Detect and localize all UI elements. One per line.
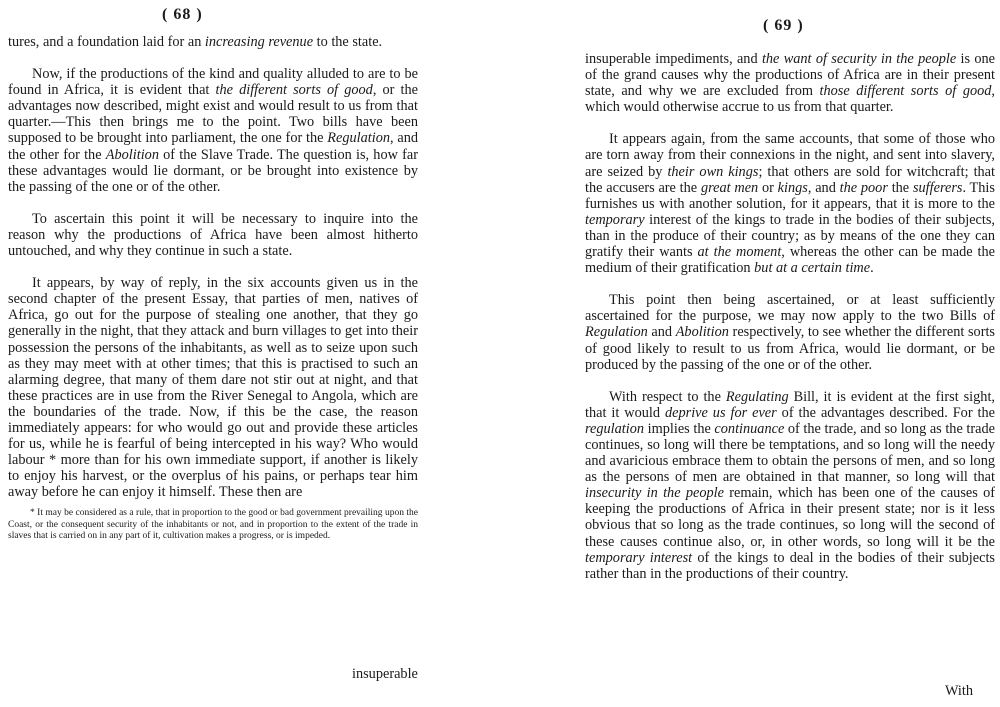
right-paragraph-3: This point then being ascertained, or at least sufficiently ascertained for the purpose, we may now apply to the two Bills of Regulation and Abolition respectively, to see whether the different sorts of good likely to result to us from Africa, would lie dormant, or be produced by the passing of the one or of the other. (585, 292, 995, 373)
right-paragraph-1: insuperable impediments, and the want of security in the people is one of the grand causes why the productions of Africa are in their present state, and why we are excluded from those different sorts of good, which would otherwise accrue to us from that quarter. (585, 51, 996, 116)
right-page (575, 0, 1000, 707)
right-paragraph-4: With respect to the Regulating Bill, it is evident at the first sight, that it would deprive us for ever of the advantages described. For the regulation implies the continuance of the trade, and so long as the trade continues, so long will there be temptations, and so long will the needy and avaricious embrace them to obtain the persons of men, and so long as the persons of men are obtained in that manner, so long will that insecurity in the people remain, which has been one of the causes of keeping the productions of Africa in their present state; nor is it less obvious that so long as the trade continues, so long will the second of these causes continue also, or, in other words, so long will it be the temporary interest of the kings to deal in the bodies of their subjects rather than in the productions of their country. (585, 388, 995, 582)
footnote: * It may be considered as a rule, that in proportion to the good or bad government prevailing upon the Coast, or the consequent security of the inhabitants or not, and in proportion to the extent of the trade in slaves that is carried on in any part of it, cultivation makes a progress, or is impeded. (8, 508, 418, 542)
catchword-left: insuperable (352, 666, 418, 682)
page-number-69: ( 69 ) (763, 17, 804, 34)
page-number-68: ( 68 ) (162, 6, 203, 23)
right-page-text (585, 51, 995, 598)
left-paragraph-1: tures, and a foundation laid for an increasing revenue to the state. (8, 34, 383, 50)
left-page (0, 0, 440, 707)
left-paragraph-4: It appears, by way of reply, in the six accounts given us in the second chapter of the present Essay, that parties of men, natives of Africa, go out for the purpose of stealing one another, that they go generally in the night, that they attack and burn villages to get into their possession the persons of the inhabitants, as well as to seize upon such as they may meet with at other times; that this is practised to such an alarming degree, that many of them dare not stir out at night, and that these practices are in use from the River Senegal to Angola, which are the boundaries of the trade. Now, if this be the case, the reason immediately appears: for who would go out and provide these articles for us, while he is fearful of being intercepted in his way? Who would labour * more than for his own immediate support, if another is likely to enjoy his harvest, or the overplus of his pains, or perhaps tear him away before he can enjoy it himself. These then are (8, 275, 418, 501)
left-page-text (8, 34, 418, 543)
left-paragraph-2: Now, if the productions of the kind and quality alluded to are to be found in Africa, it is evident that the different sorts of good, or the advantages now described, might exist and would result to us from that quarter.—This then brings me to the point. Two bills have been supposed to be brought into parliament, the one for the Regulation, and the other for the Abolition of the Slave Trade. The question is, how far these advantages would lie dormant, or be brought into existence by the passing of the one or of the other. (8, 66, 418, 195)
right-paragraph-2: It appears again, from the same accounts, that some of those who are torn away from their connexions in the night, and sent into slavery, are seized by their own kings; that others are sold for witchcraft; that the accusers are the great men or kings, and the poor the sufferers. This furnishes us with another solution, for it appears, that it is more to the temporary interest of the kings to trade in the bodies of their subjects, than in the produce of their country; as by means of the one they can gratify their wants at the moment, whereas the other can be made the medium of their gratification but at a certain time. (585, 131, 996, 277)
catchword-right: With (945, 683, 974, 699)
left-paragraph-3: To ascertain this point it will be necessary to inquire into the reason why the productions of Africa have been almost hitherto untouched, and why they continue in such a state. (8, 210, 418, 260)
